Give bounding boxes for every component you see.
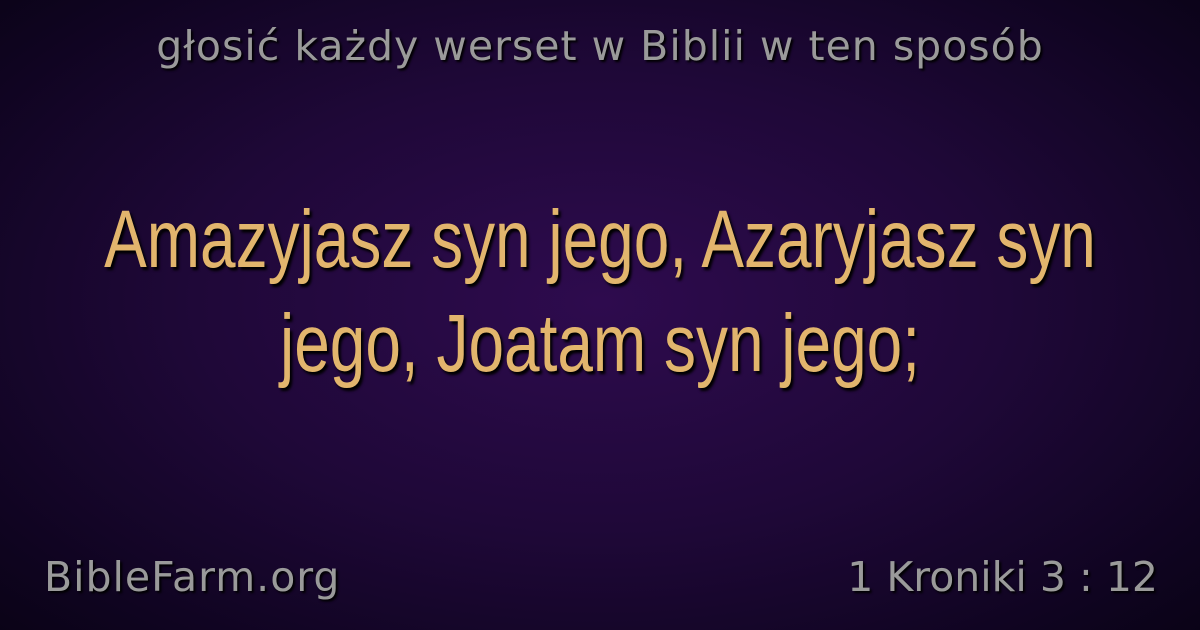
- verse-text-container: [104, 188, 1096, 396]
- verse-reference: 1 Kroniki 3 : 12: [847, 553, 1158, 601]
- tagline: głosić każdy werset w Biblii w ten sposób: [156, 22, 1044, 70]
- verse-text: Amazyjasz syn jego, Azaryjasz syn jego, Joatam syn jego;: [104, 194, 1096, 389]
- site-name: BibleFarm.org: [44, 553, 341, 601]
